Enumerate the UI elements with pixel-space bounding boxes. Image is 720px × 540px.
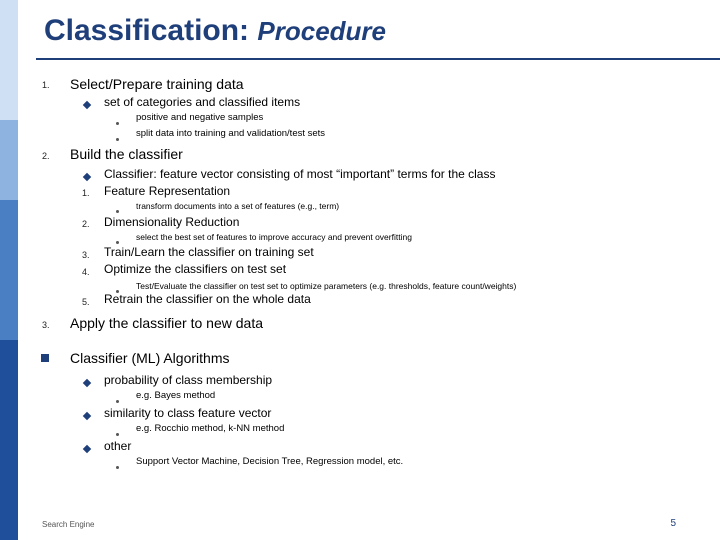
sidebar-band-2 [0, 120, 18, 200]
list-item-level3: e.g. Rocchio method, k-NN method [136, 423, 285, 434]
list-item-level1: Build the classifier [70, 146, 183, 162]
sidebar-band-4 [0, 340, 18, 540]
square-bullet-icon [41, 354, 49, 364]
diamond-bullet-icon [84, 411, 90, 421]
dot-bullet-icon [116, 461, 119, 471]
list-item-level1: Apply the classifier to new data [70, 315, 263, 331]
sidebar-band-1 [0, 0, 18, 120]
page-title [44, 14, 386, 48]
list-item-level3: Test/Evaluate the classifier on test set to optimize parameters (e.g. thresholds, feature count/weights) [136, 281, 517, 291]
list-item-level2: Feature Representation [104, 184, 231, 198]
list-item-level3: Support Vector Machine, Decision Tree, Regression model, etc. [136, 456, 404, 467]
list-item-level2: Retrain the classifier on the whole data [104, 292, 311, 306]
dot-bullet-icon [116, 428, 119, 438]
dot-bullet-icon [116, 205, 119, 215]
number-marker: 3. [82, 250, 90, 260]
number-marker: 5. [82, 297, 90, 307]
list-item-level3: positive and negative samples [136, 112, 264, 123]
number-marker: 3. [42, 320, 50, 330]
dot-bullet-icon [116, 395, 119, 405]
list-item-level3: split data into training and validation/test sets [136, 128, 326, 139]
diamond-bullet-icon [84, 172, 90, 182]
list-item-level2: other [104, 439, 132, 453]
list-item-level2: similarity to class feature vector [104, 406, 272, 420]
list-item-level2: Classifier: feature vector consisting of most “important” terms for the class [104, 167, 496, 181]
footer-label: Search Engine [42, 520, 95, 529]
title-main: Classification: [44, 14, 250, 47]
diamond-bullet-icon [84, 100, 90, 110]
dot-bullet-icon [116, 117, 119, 127]
diamond-bullet-icon [84, 444, 90, 454]
sidebar-band-3 [0, 200, 18, 340]
page-number: 5 [670, 518, 676, 529]
list-item-level3: select the best set of features to improve accuracy and prevent overfitting [136, 232, 412, 242]
title-italic: Procedure [257, 16, 387, 46]
diamond-bullet-icon [84, 378, 90, 388]
list-item-level2: Dimensionality Reduction [104, 215, 240, 229]
number-marker: 2. [82, 219, 90, 229]
list-item-level2: set of categories and classified items [104, 95, 301, 109]
list-item-level2: Train/Learn the classifier on training set [104, 245, 314, 259]
list-item-level3: e.g. Bayes method [136, 390, 216, 401]
list-item-level2: probability of class membership [104, 373, 273, 387]
list-item-level1: Classifier (ML) Algorithms [70, 350, 230, 366]
list-item-level2: Optimize the classifiers on test set [104, 262, 287, 276]
number-marker: 2. [42, 151, 50, 161]
list-item-level1: Select/Prepare training data [70, 76, 244, 92]
list-item-level3: transform documents into a set of features (e.g., term) [136, 201, 340, 211]
title-underline [36, 58, 720, 60]
number-marker: 4. [82, 267, 90, 277]
number-marker: 1. [42, 80, 50, 90]
dot-bullet-icon [116, 133, 119, 143]
sidebar-decoration [0, 0, 18, 540]
number-marker: 1. [82, 188, 90, 198]
